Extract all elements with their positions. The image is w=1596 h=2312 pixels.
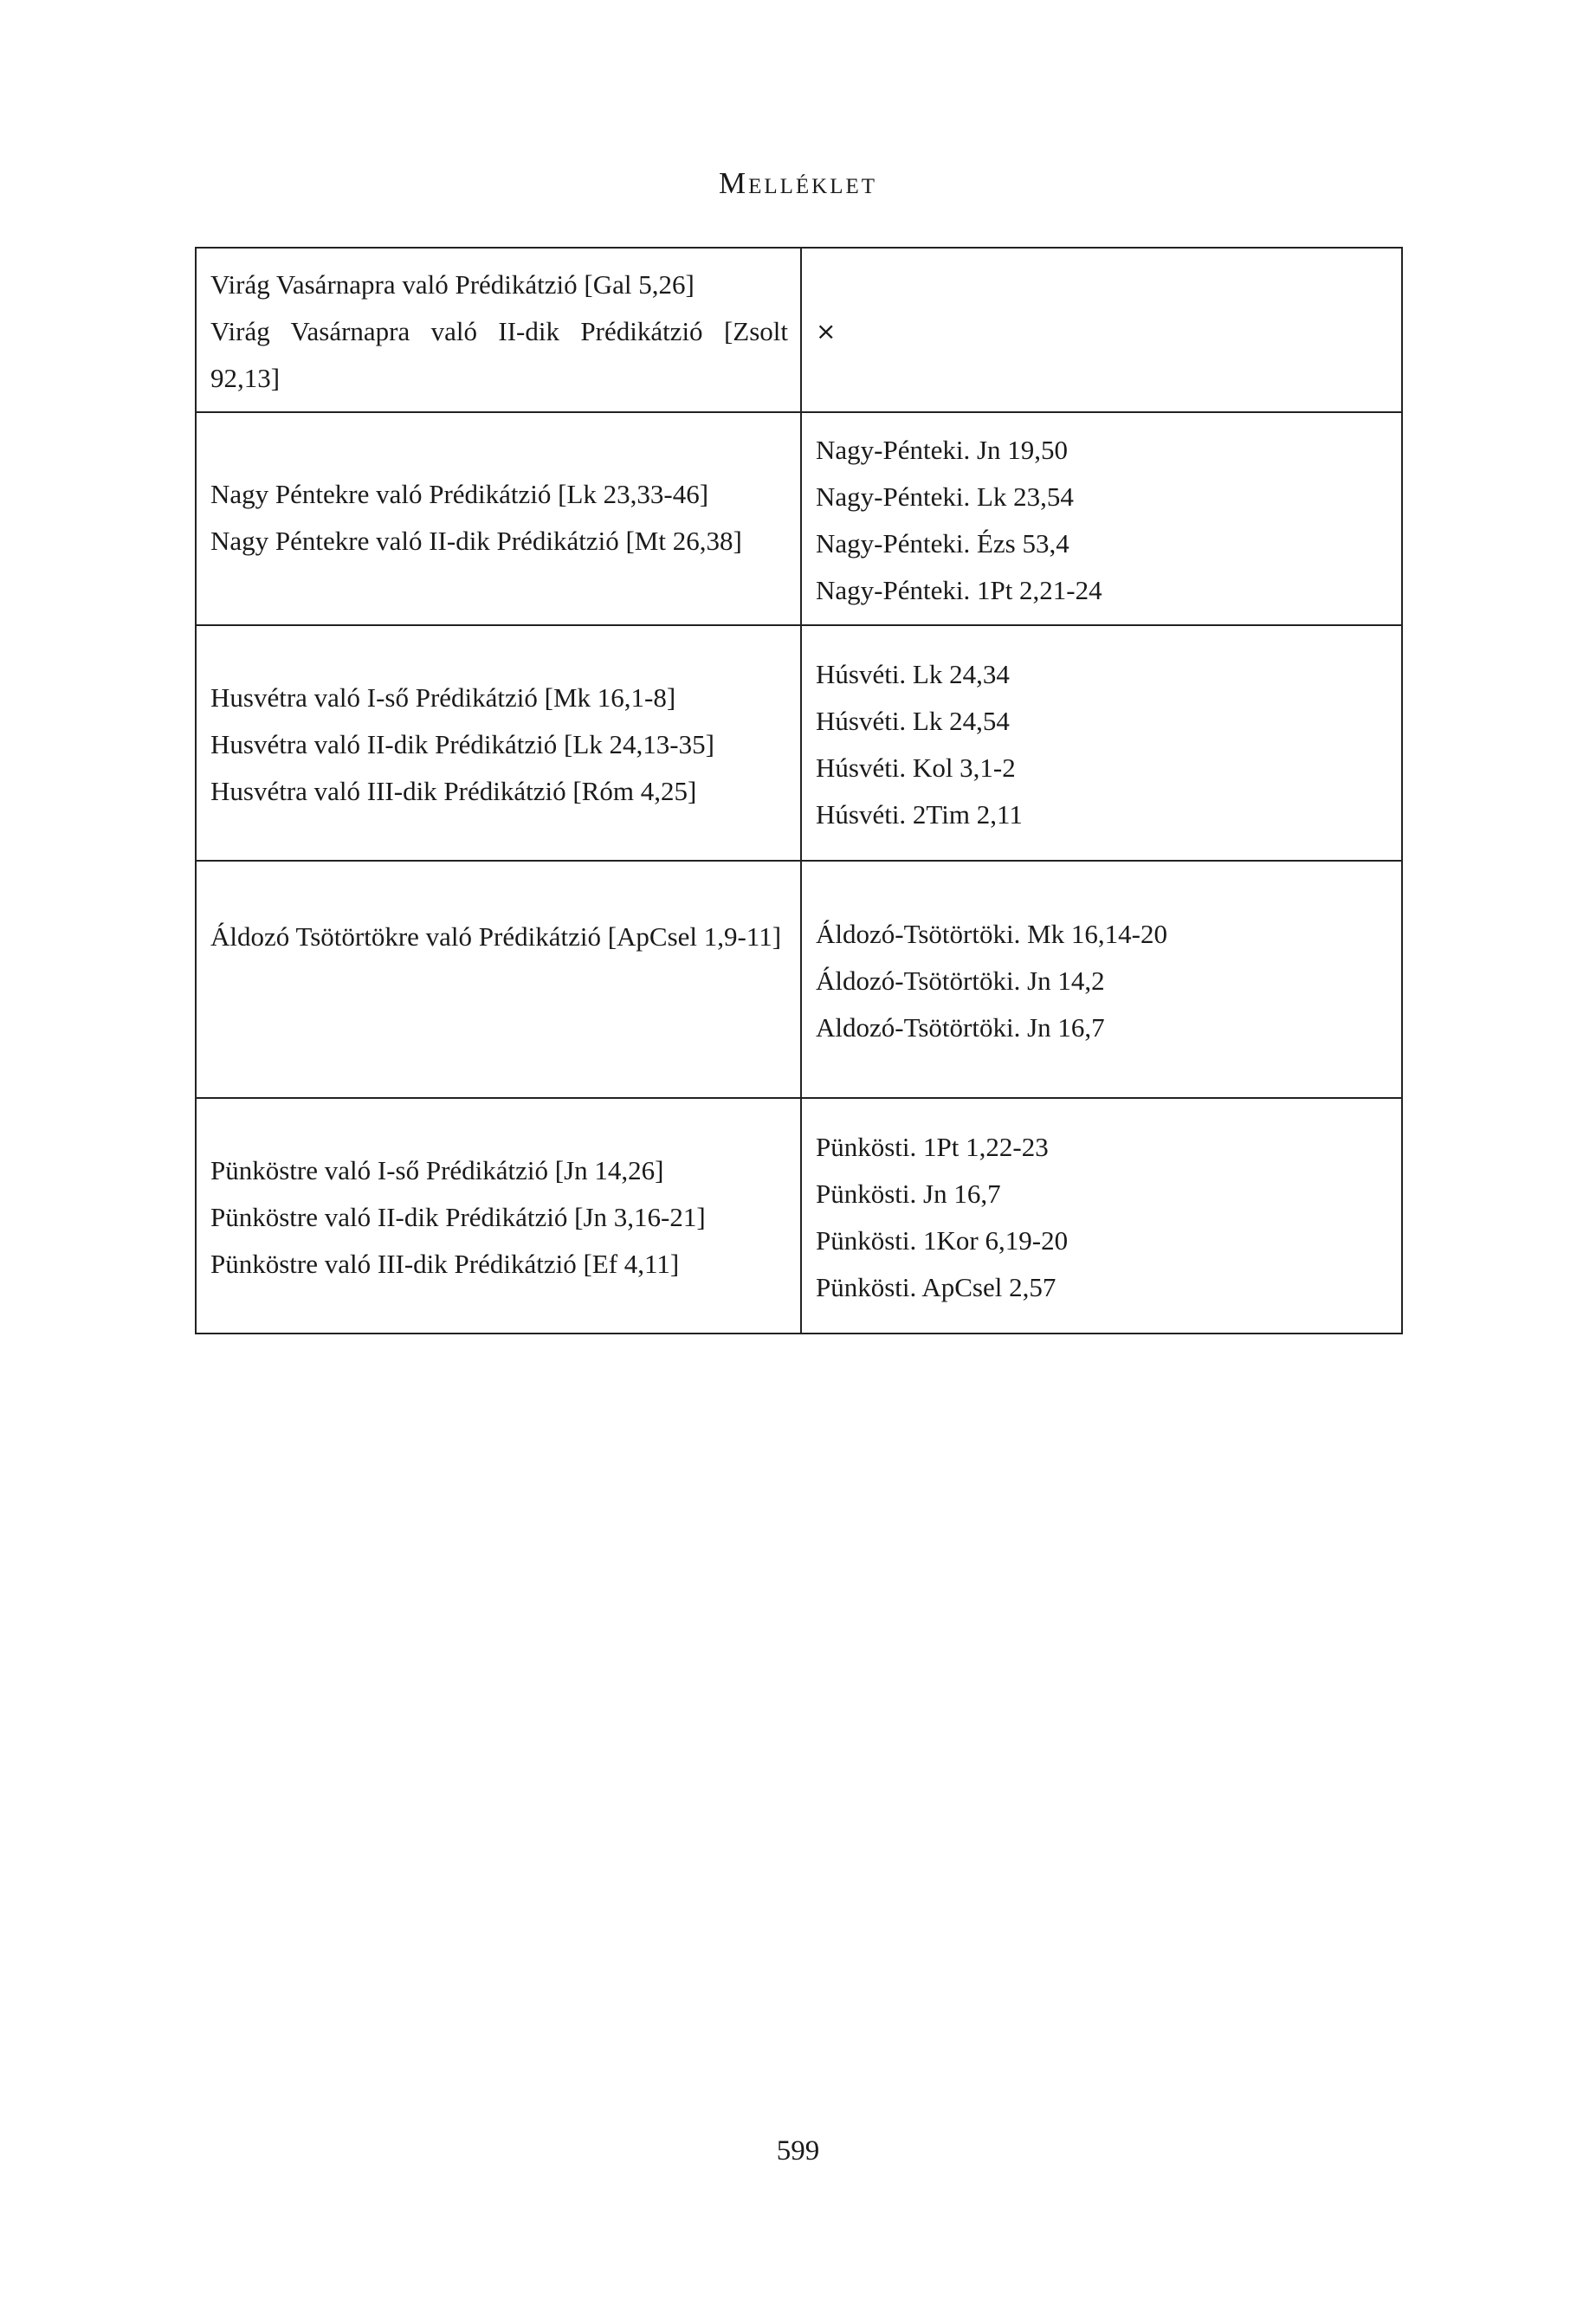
sermon-reference: Nagy-Pénteki. Jn 19,50 [816, 435, 1069, 465]
sermon-title: Pünköstre való I-ső Prédikátzió [Jn 14,26] [210, 1155, 664, 1185]
sermon-title: Nagy Péntekre való Prédikátzió [Lk 23,33-46] [210, 479, 709, 509]
sermon-title: Husvétra való II-dik Prédikátzió [Lk 24,13-35] [210, 729, 714, 759]
sermon-title: Virág Vasárnapra való II-dik Prédikátzió [Zsolt 92,13] [210, 316, 788, 393]
sermon-reference: Áldozó-Tsötörtöki. Jn 14,2 [816, 965, 1105, 996]
sermon-reference: Pünkösti. 1Pt 1,22-23 [816, 1132, 1049, 1162]
table-row [196, 248, 1402, 412]
sermon-title: Husvétra való III-dik Prédikátzió [Róm 4,25] [210, 776, 697, 806]
sermon-reference: Pünkösti. Jn 16,7 [816, 1179, 1001, 1209]
sermon-title-cell [196, 1098, 801, 1334]
page-number: 599 [776, 2135, 820, 2167]
sermon-reference: Húsvéti. Kol 3,1-2 [816, 752, 1016, 783]
table-row [196, 412, 1402, 625]
sermon-title: Áldozó Tsötörtökre való Prédikátzió [ApCsel 1,9-11] [210, 921, 782, 952]
sermon-title-cell [196, 625, 801, 861]
sermon-table [195, 247, 1403, 1334]
sermon-reference: Pünkösti. ApCsel 2,57 [816, 1272, 1056, 1302]
sermon-reference-cell [801, 625, 1402, 861]
table-row [196, 1098, 1402, 1334]
sermon-reference: Húsvéti. Lk 24,54 [816, 706, 1010, 736]
sermon-reference-cell [801, 248, 1402, 412]
sermon-title: Husvétra való I-ső Prédikátzió [Mk 16,1-8] [210, 682, 676, 713]
sermon-reference: Nagy-Pénteki. Lk 23,54 [816, 481, 1074, 512]
sermon-reference: Nagy-Pénteki. Ézs 53,4 [816, 528, 1069, 559]
sermon-reference: Húsvéti. Lk 24,34 [816, 659, 1010, 689]
sermon-title: Pünköstre való II-dik Prédikátzió [Jn 3,16-21] [210, 1202, 706, 1232]
table-row [196, 625, 1402, 861]
sermon-reference-cell [801, 412, 1402, 625]
running-head: Melléklet [718, 166, 878, 200]
sermon-reference: Aldozó-Tsötörtöki. Jn 16,7 [816, 1012, 1105, 1043]
sermon-title-cell [196, 412, 801, 625]
sermon-reference: Áldozó-Tsötörtöki. Mk 16,14-20 [816, 919, 1167, 949]
sermon-reference: Húsvéti. 2Tim 2,11 [816, 799, 1023, 830]
empty-mark: × [816, 317, 837, 346]
sermon-title-cell [196, 861, 801, 1098]
sermon-title-cell [196, 248, 801, 412]
sermon-reference: Nagy-Pénteki. 1Pt 2,21-24 [816, 575, 1102, 605]
sermon-reference-cell [801, 861, 1402, 1098]
sermon-title: Virág Vasárnapra való Prédikátzió [Gal 5,26] [210, 269, 695, 300]
sermon-title: Nagy Péntekre való II-dik Prédikátzió [Mt 26,38] [210, 526, 742, 556]
sermon-reference: Pünkösti. 1Kor 6,19-20 [816, 1225, 1069, 1256]
table-row [196, 861, 1402, 1098]
sermon-title: Pünköstre való III-dik Prédikátzió [Ef 4,11] [210, 1249, 680, 1279]
sermon-reference-cell [801, 1098, 1402, 1334]
